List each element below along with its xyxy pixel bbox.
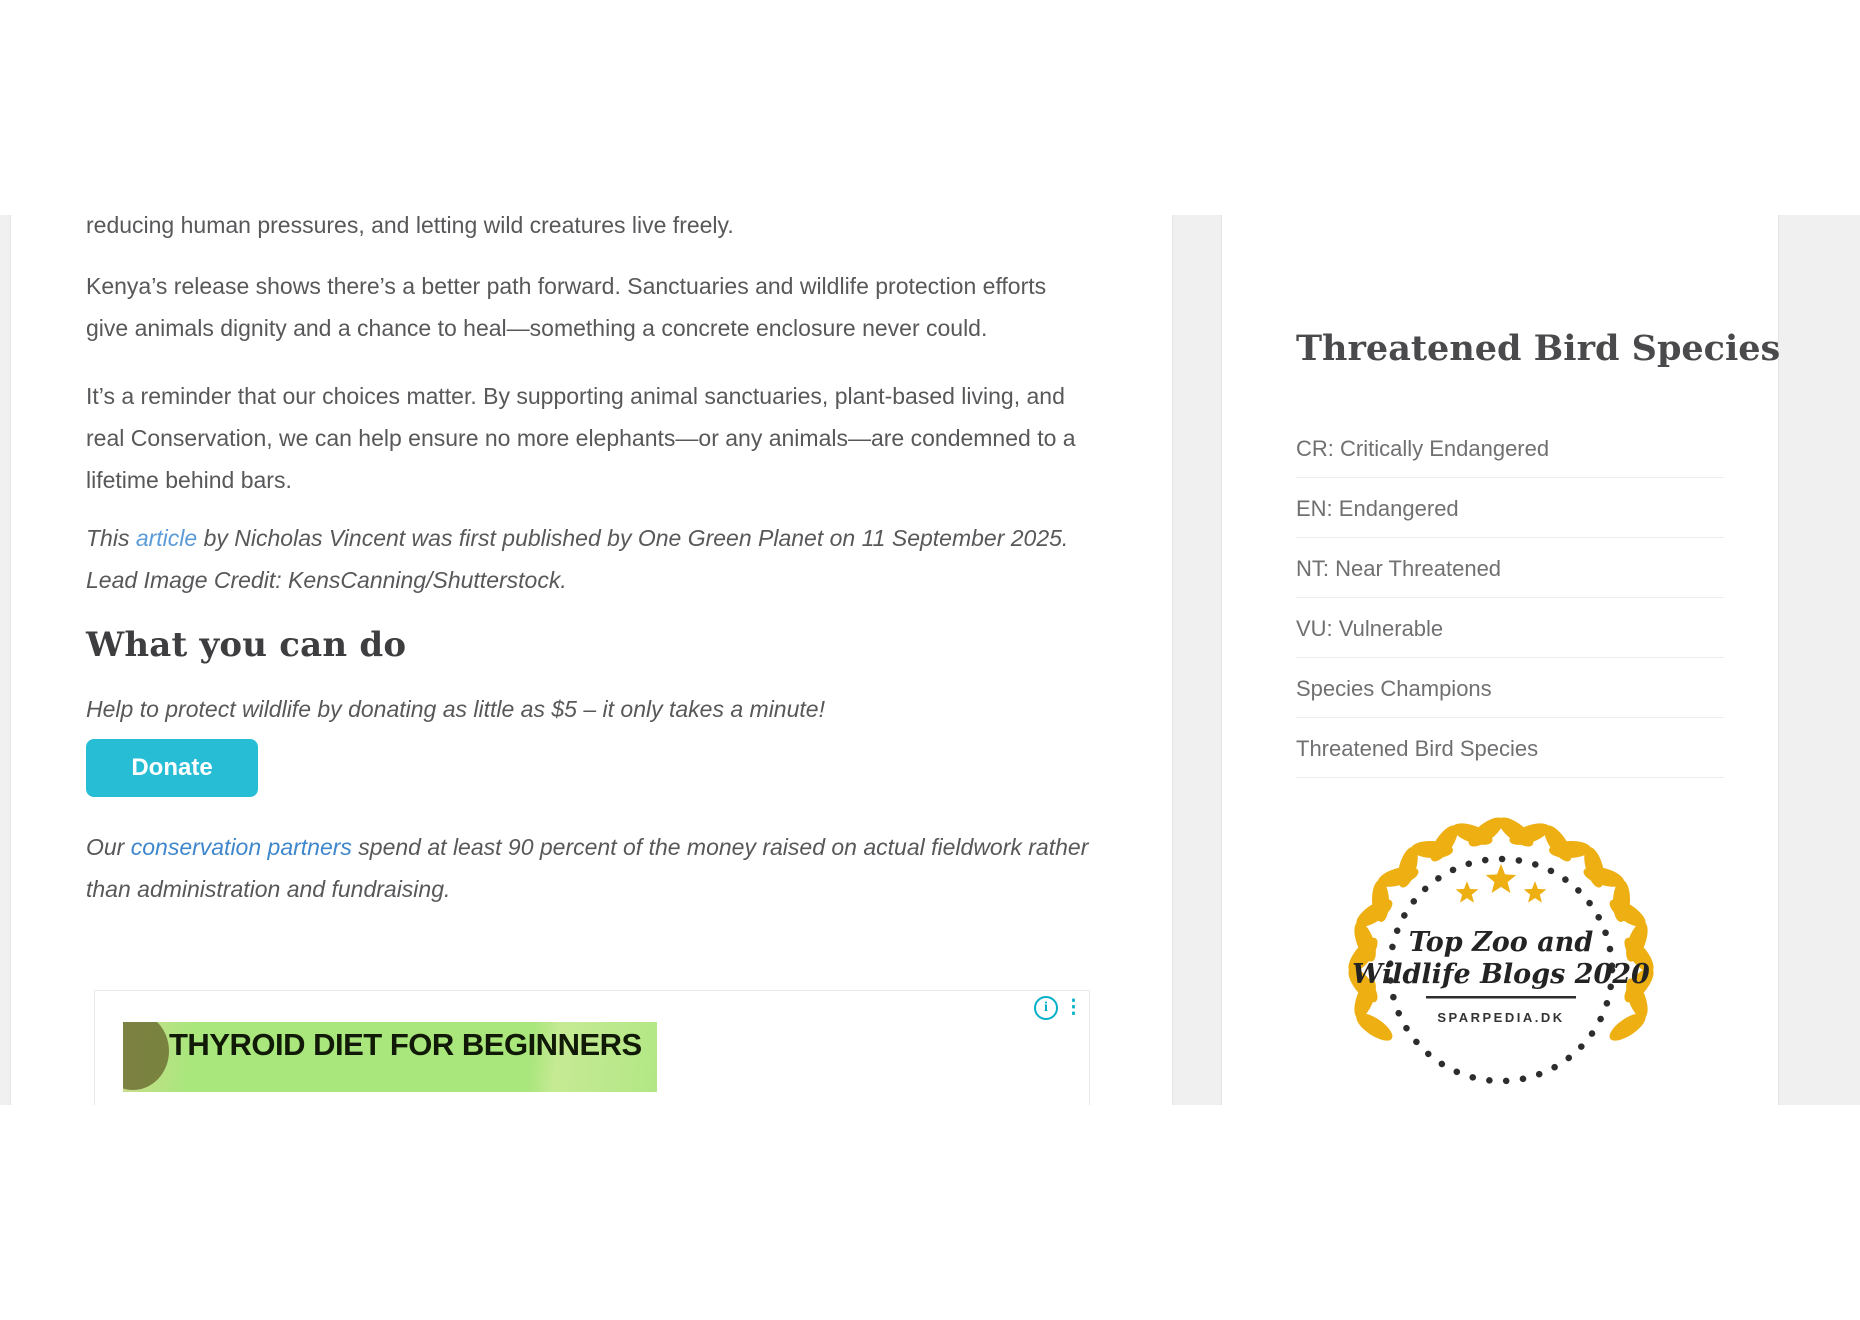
cta-subline: Help to protect wildlife by donating as little as $5 – it only takes a minute! bbox=[86, 696, 825, 722]
divider bbox=[1296, 477, 1724, 478]
partners-text-post: spend at least 90 percent of the money raised on actual fieldwork rather than administration and fundraising. bbox=[86, 834, 1089, 902]
sidebar-item-species-champions[interactable] bbox=[1296, 673, 1724, 733]
advertisement-container bbox=[94, 990, 1090, 1105]
article-paragraph-clipped: reducing human pressures, and letting wild creatures live freely. bbox=[86, 215, 734, 238]
divider bbox=[1296, 597, 1724, 598]
article-paragraph-kenya: Kenya’s release shows there’s a better path forward. Sanctuaries and wildlife protection efforts give animals dignity and a chance to heal—something a concrete enclosure never could. bbox=[86, 273, 1047, 341]
article-source-link[interactable]: article bbox=[135, 525, 198, 551]
credit-text-post: by Nicholas Vincent was first published by One Green Planet on 11 September 2025. Lead Image Credit: KensCanning/Shutterstock. bbox=[86, 525, 1069, 593]
page-capture-band bbox=[0, 215, 1860, 1105]
star-icon bbox=[1456, 881, 1479, 903]
sidebar-item-vulnerable[interactable] bbox=[1296, 613, 1724, 673]
partners-text-pre: Our bbox=[86, 834, 131, 860]
star-icon bbox=[1524, 881, 1547, 903]
badge-title-line1: Top Zoo and bbox=[1408, 927, 1594, 958]
ad-menu-dots-icon[interactable]: ⋮ bbox=[1064, 997, 1083, 1018]
ad-banner[interactable] bbox=[123, 1022, 657, 1092]
sidebar-item-label: Species Champions bbox=[1296, 676, 1492, 701]
badge-site-label: SPARPEDIA.DK bbox=[1437, 1010, 1565, 1025]
sidebar-item-critically-endangered[interactable] bbox=[1296, 433, 1724, 493]
sidebar-item-threatened-bird-species[interactable] bbox=[1296, 733, 1724, 793]
badge-title-line2: Wildlife Blogs 2020 bbox=[1352, 959, 1650, 990]
article-paragraph-reminder: It’s a reminder that our choices matter. By supporting animal sanctuaries, plant-based living, and real Conservation, we can help ensure no more elephants—or any animals—are condemned to a lifetime behind bars. bbox=[86, 383, 1076, 493]
cta-heading: What you can do bbox=[86, 625, 407, 665]
star-icon bbox=[1486, 864, 1517, 893]
divider bbox=[1296, 537, 1724, 538]
sidebar-content bbox=[1222, 215, 1781, 1060]
laurel-wreath-badge-icon bbox=[1331, 810, 1671, 1105]
sidebar-item-label: VU: Vulnerable bbox=[1296, 616, 1444, 641]
donate-button[interactable]: Donate bbox=[86, 739, 258, 797]
adchoices-info-icon[interactable]: i bbox=[1034, 996, 1058, 1020]
credit-text-pre: This bbox=[86, 525, 136, 551]
sidebar-item-label: CR: Critically Endangered bbox=[1296, 436, 1550, 461]
article-card bbox=[10, 215, 1173, 1105]
article-credit-paragraph bbox=[86, 517, 1094, 601]
sidebar-category-list bbox=[1296, 433, 1724, 793]
divider bbox=[1296, 657, 1724, 658]
sidebar-item-near-threatened[interactable] bbox=[1296, 553, 1724, 613]
divider bbox=[1296, 777, 1724, 778]
sidebar-title: Threatened Bird Species bbox=[1296, 328, 1781, 369]
sidebar-item-label: Threatened Bird Species bbox=[1296, 736, 1539, 761]
conservation-partners-link[interactable]: conservation partners bbox=[130, 834, 352, 860]
partners-paragraph bbox=[86, 826, 1094, 910]
sidebar-item-label: NT: Near Threatened bbox=[1296, 556, 1502, 581]
sidebar-item-endangered[interactable] bbox=[1296, 493, 1724, 553]
sidebar-card bbox=[1221, 215, 1779, 1105]
divider bbox=[1296, 717, 1724, 718]
ad-headline: THYROID DIET FOR BEGINNERS bbox=[169, 1027, 642, 1062]
article-content bbox=[11, 215, 1172, 1105]
sidebar-item-label: EN: Endangered bbox=[1296, 496, 1459, 521]
ad-controls bbox=[1034, 996, 1083, 1020]
award-badge[interactable] bbox=[1331, 810, 1671, 1060]
